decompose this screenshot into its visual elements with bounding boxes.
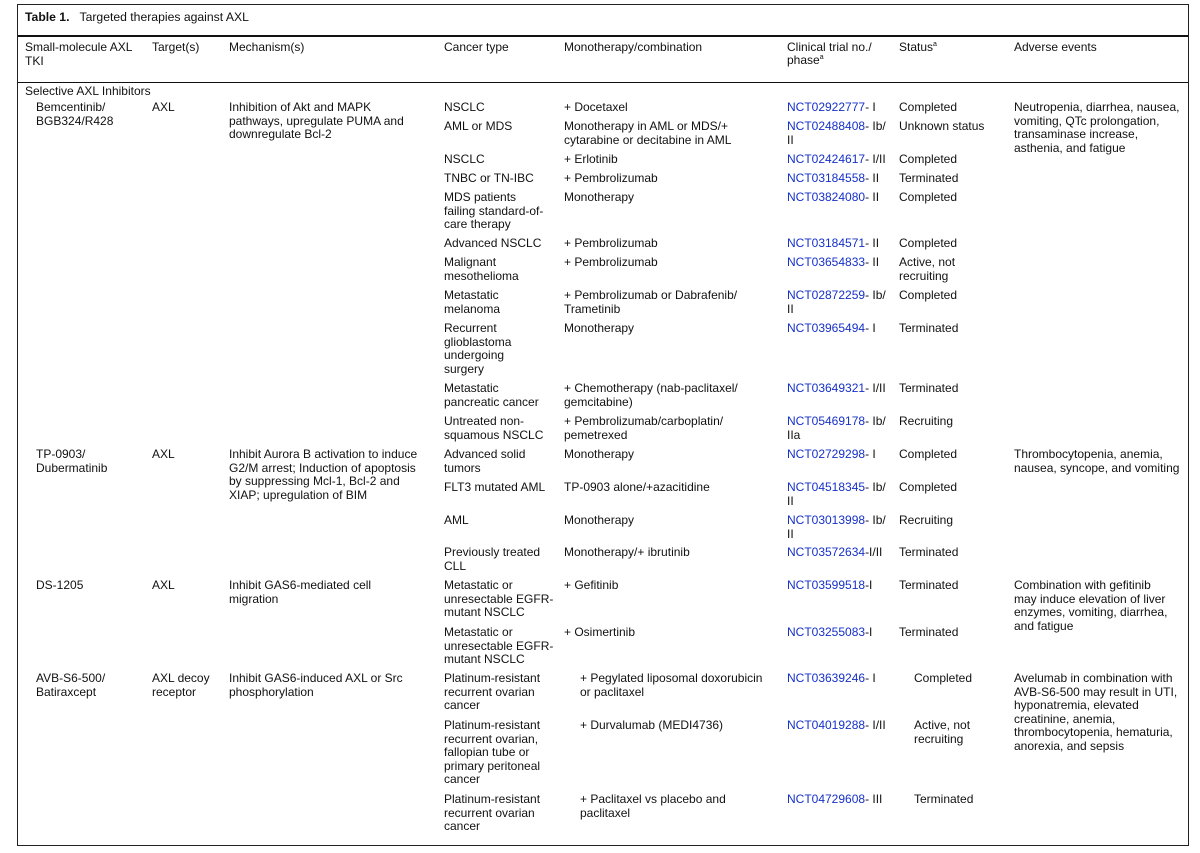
clinical-trial-link[interactable]: NCT03255083 [787,625,866,639]
cancer-type-cell: Malignant mesothelioma [444,255,519,283]
table-frame [17,4,1189,846]
status-cell: Terminated [899,625,959,639]
status-cell: Terminated [899,171,959,185]
trial-phase: - I [865,671,876,685]
clinical-trial-link[interactable]: NCT03184558 [787,171,866,185]
cancer-type-cell: Platinum-resistant recurrent ovarian, fallopian tube or primary peritoneal cancer [444,718,541,787]
clinical-trial-cell [787,546,895,560]
drug-name: AVB-S6-500/ Batiraxcept [36,671,106,699]
therapy-cell: + Pembrolizumab [564,255,658,269]
section-heading: Selective AXL Inhibitors [25,84,151,98]
clinical-trial-cell [787,719,895,733]
clinical-trial-cell [787,101,895,115]
status-cell: Active, not recruiting [899,255,956,283]
header-trial [787,41,872,67]
clinical-trial-link[interactable]: NCT03639246 [787,671,866,685]
therapy-cell: + Docetaxel [564,100,628,114]
clinical-trial-link[interactable]: NCT04729608 [787,792,866,806]
clinical-trial-cell [787,120,895,147]
cancer-type-cell: Untreated non- squamous NSCLC [444,414,544,442]
therapy-cell: + Chemotherapy (nab-paclitaxel/ gemcitabine) [564,381,738,409]
cancer-type-cell: AML or MDS [444,119,513,133]
therapy-cell: + Durvalumab (MEDI4736) [580,718,724,732]
therapy-cell: Monotherapy [564,190,635,204]
drug-target: AXL [152,447,175,461]
therapy-cell: + Erlotinib [564,152,618,166]
therapy-cell: Monotherapy [564,513,635,527]
cancer-type-cell: Metastatic melanoma [444,288,501,316]
trial-phase: -I [865,625,873,639]
status-cell: Recruiting [899,513,954,527]
drug-mechanism: Inhibit GAS6-mediated cell migration [229,578,372,606]
clinical-trial-link[interactable]: NCT03824080 [787,190,866,204]
clinical-trial-link[interactable]: NCT03572634 [787,545,866,559]
clinical-trial-cell [787,172,895,186]
drug-adverse-events: Avelumab in combination with AVB-S6-500 may result in UTI, hyponatremia, elevated creatinine, anemia, thrombocytopenia, hematuria, anorexia, and sepsis [1014,671,1178,753]
trial-phase: - II [865,171,880,185]
trial-phase: - I/II [865,152,886,166]
status-cell: Terminated [899,321,959,335]
clinical-trial-cell [787,626,895,640]
clinical-trial-cell [787,191,895,205]
clinical-trial-link[interactable]: NCT03654833 [787,255,866,269]
table-caption [25,10,249,25]
clinical-trial-cell [787,289,895,316]
trial-phase: - III [865,792,883,806]
clinical-trial-link[interactable]: NCT02424617 [787,152,866,166]
cancer-type-cell: Platinum-resistant recurrent ovarian cancer [444,792,541,834]
header-top-rule [18,35,1188,37]
status-cell: Completed [899,236,958,250]
therapy-cell: + Paclitaxel vs placebo and paclitaxel [580,792,726,820]
therapy-cell: Monotherapy/+ ibrutinib [564,545,690,559]
drug-mechanism: Inhibit Aurora B activation to induce G2/M arrest; Induction of apoptosis by suppressing Mcl-1, Bcl-2 and XIAP; upregulation of BIM [229,447,418,502]
therapy-cell: TP-0903 alone/+azacitidine [564,480,710,494]
therapy-cell: Monotherapy in AML or MDS/+ cytarabine or decitabine in AML [564,119,732,147]
clinical-trial-link[interactable]: NCT03649321 [787,381,866,395]
clinical-trial-cell [787,256,895,270]
status-cell: Terminated [899,381,959,395]
cancer-type-cell: FLT3 mutated AML [444,480,546,494]
cancer-type-cell: MDS patients failing standard-of- care therapy [444,190,544,232]
header-mechanism: Mechanism(s) [229,40,305,54]
status-cell: Active, not recruiting [914,718,971,746]
clinical-trial-link[interactable]: NCT03184571 [787,236,866,250]
trial-phase: - Ib/ II [787,513,886,541]
drug-target: AXL [152,578,175,592]
cancer-type-cell: NSCLC [444,152,485,166]
clinical-trial-link[interactable]: NCT04518345 [787,480,866,494]
header-tki: Small-molecule AXL TKI [25,40,133,68]
header-cancer-type: Cancer type [444,40,509,54]
trial-phase: - II [865,236,880,250]
table-label: Table 1. [25,10,70,24]
header-status-footnote: a [933,41,937,48]
cancer-type-cell: TNBC or TN-IBC [444,171,534,185]
clinical-trial-cell [787,514,895,541]
table-title: Targeted therapies against AXL [79,10,249,24]
clinical-trial-link[interactable]: NCT03013998 [787,513,866,527]
clinical-trial-link[interactable]: NCT02922777 [787,100,866,114]
clinical-trial-link[interactable]: NCT05469178 [787,414,866,428]
header-adverse-events: Adverse events [1014,40,1097,54]
therapy-cell: + Pembrolizumab [564,236,658,250]
drug-adverse-events: Neutropenia, diarrhea, nausea, vomiting, QTc prolongation, transaminase increase, asthenia, and fatigue [1014,100,1180,155]
cancer-type-cell: Metastatic or unresectable EGFR- mutant NSCLC [444,625,554,667]
trial-phase: - II [865,255,880,269]
therapy-cell: Monotherapy [564,447,635,461]
cancer-type-cell: Metastatic pancreatic cancer [444,381,539,409]
status-cell: Completed [899,100,958,114]
status-cell: Completed [899,152,958,166]
trial-phase: -I/II [865,545,883,559]
cancer-type-cell: Advanced solid tumors [444,447,526,475]
header-target: Target(s) [152,40,200,54]
trial-phase: - I/II [865,718,886,732]
trial-phase: - I [865,447,876,461]
trial-phase: -I [865,578,873,592]
therapy-cell: + Pegylated liposomal doxorubicin or paclitaxel [580,671,763,699]
cancer-type-cell: AML [444,513,469,527]
cancer-type-cell: Recurrent glioblastoma undergoing surgery [444,321,512,376]
header-bottom-rule [18,82,1188,83]
therapy-cell: Monotherapy [564,321,635,335]
therapy-cell: + Pembrolizumab [564,171,658,185]
status-cell: Completed [899,190,958,204]
clinical-trial-link[interactable]: NCT04019288 [787,718,866,732]
clinical-trial-cell [787,415,895,442]
drug-mechanism: Inhibition of Akt and MAPK pathways, upregulate PUMA and downregulate Bcl-2 [229,100,404,142]
status-cell: Completed [914,671,973,685]
cancer-type-cell: Platinum-resistant recurrent ovarian cancer [444,671,541,713]
status-cell: Completed [899,447,958,461]
trial-phase: - Ib/ II [787,288,886,316]
drug-target: AXL [152,100,175,114]
trial-phase: - I [865,100,876,114]
cancer-type-cell: Advanced NSCLC [444,236,542,250]
therapy-cell: + Gefitinib [564,578,619,592]
trial-phase: - II [865,190,880,204]
clinical-trial-cell [787,382,895,396]
clinical-trial-link[interactable]: NCT02872259 [787,288,866,302]
cancer-type-cell: Previously treated CLL [444,545,541,573]
header-status [899,41,937,54]
trial-phase: - I/II [865,381,886,395]
clinical-trial-cell [787,579,895,593]
status-cell: Completed [899,480,958,494]
status-cell: Terminated [914,792,974,806]
drug-name: Bemcentinib/ BGB324/R428 [36,100,114,128]
drug-adverse-events: Combination with gefitinib may induce elevation of liver enzymes, vomiting, diarrhea, and fatigue [1014,578,1168,633]
cancer-type-cell: NSCLC [444,100,485,114]
therapy-cell: + Osimertinib [564,625,636,639]
status-cell: Recruiting [899,414,954,428]
clinical-trial-cell [787,793,895,807]
therapy-cell: + Pembrolizumab or Dabrafenib/ Trametinib [564,288,738,316]
header-therapy: Monotherapy/combination [564,40,703,54]
header-status-text: Status [899,40,934,54]
clinical-trial-cell [787,237,895,251]
header-trial-footnote: a [819,54,824,61]
drug-target: AXL decoy receptor [152,671,210,699]
drug-mechanism: Inhibit GAS6-induced AXL or Src phosphorylation [229,671,403,699]
clinical-trial-link[interactable]: NCT03965494 [787,321,866,335]
trial-phase: - Ib/ II [787,119,886,147]
trial-phase: - I [865,321,876,335]
clinical-trial-cell [787,481,895,508]
header-trial-text: Clinical trial no./ phase [787,40,872,67]
trial-phase: - Ib/ IIa [787,414,886,442]
cancer-type-cell: Metastatic or unresectable EGFR- mutant NSCLC [444,578,554,620]
status-cell: Terminated [899,578,959,592]
clinical-trial-cell [787,153,895,167]
clinical-trial-cell [787,448,895,462]
status-cell: Terminated [899,545,959,559]
clinical-trial-cell [787,322,895,336]
clinical-trial-link[interactable]: NCT02729298 [787,447,866,461]
status-cell: Completed [899,288,958,302]
clinical-trial-link[interactable]: NCT03599518 [787,578,866,592]
status-cell: Unknown status [899,119,985,133]
clinical-trial-cell [787,672,895,686]
drug-name: DS-1205 [36,578,84,592]
clinical-trial-link[interactable]: NCT02488408 [787,119,866,133]
trial-phase: - Ib/ II [787,480,886,508]
drug-adverse-events: Thrombocytopenia, anemia, nausea, syncope, and vomiting [1014,447,1180,475]
drug-name: TP-0903/ Dubermatinib [36,447,108,475]
therapy-cell: + Pembrolizumab/carboplatin/ pemetrexed [564,414,724,442]
